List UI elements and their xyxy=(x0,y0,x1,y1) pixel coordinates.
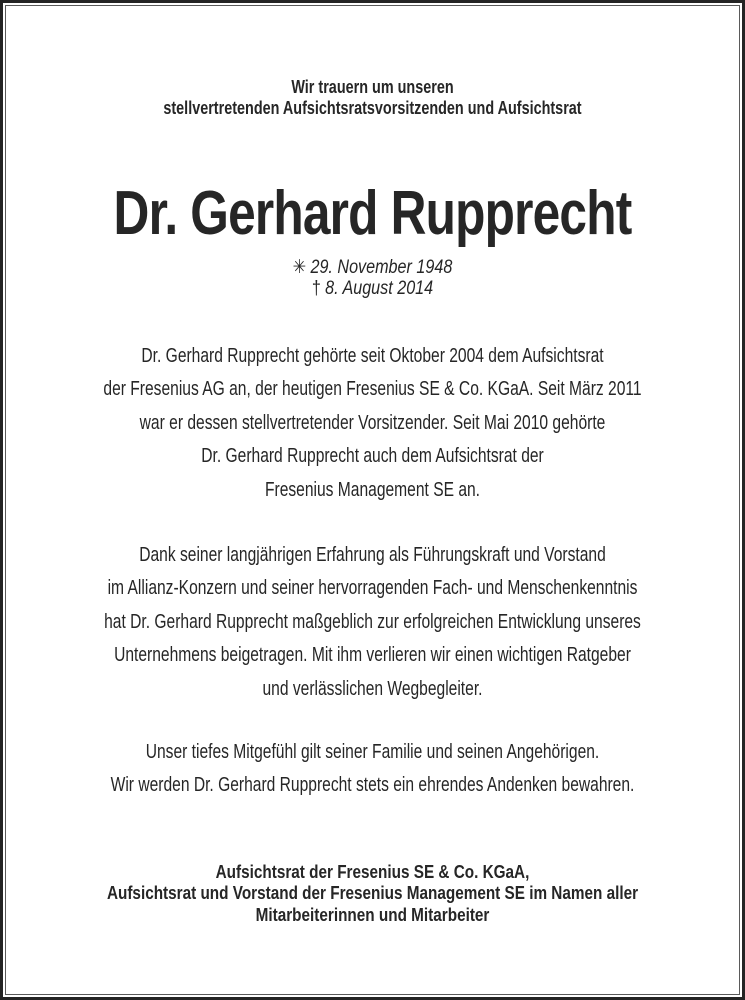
intro-line-2: stellvertretenden Aufsichtsratsvorsitzenden und Aufsichtsrat xyxy=(163,98,582,118)
notice-inner-frame xyxy=(5,5,740,995)
paragraph-line: Dr. Gerhard Rupprecht gehörte seit Oktober 2004 dem Aufsichtsrat xyxy=(141,345,604,367)
signature-line-2: Aufsichtsrat und Vorstand der Fresenius Management SE im Namen aller xyxy=(106,883,639,904)
paragraph-line: Wir werden Dr. Gerhard Rupprecht stets ein ehrendes Andenken bewahren. xyxy=(110,774,635,797)
paragraph-line: Unser tiefes Mitgefühl gilt seiner Familie und seinen Angehörigen. xyxy=(145,741,600,764)
paragraph-line: Dank seiner langjährigen Erfahrung als Führungskraft und Vorstand xyxy=(139,544,606,567)
obituary-paragraph-condolence xyxy=(87,736,659,803)
paragraph-line: Fresenius Management SE an. xyxy=(264,478,481,501)
signature-block xyxy=(61,862,684,927)
birth-date-line xyxy=(61,258,684,279)
signature-line-3: Mitarbeiterinnen und Mitarbeiter xyxy=(255,904,490,925)
mourning-intro xyxy=(79,77,665,119)
signature-line-1: Aufsichtsrat der Fresenius SE & Co. KGaA, xyxy=(215,861,530,882)
paragraph-line: Dr. Gerhard Rupprecht auch dem Aufsichtsrat der xyxy=(201,445,544,468)
death-cross-icon: † xyxy=(311,277,321,299)
obituary-paragraph-career xyxy=(87,340,659,507)
life-dates xyxy=(61,258,684,299)
paragraph-line: im Allianz-Konzern und seiner hervorragenden Fach- und Menschenkenntnis xyxy=(107,577,638,600)
deceased-name: Dr. Gerhard Rupprecht xyxy=(113,179,632,248)
paragraph-line: der Fresenius AG an, der heutigen Fresenius SE & Co. KGaA. Seit März 2011 xyxy=(103,378,642,401)
paragraph-line: war er dessen stellvertretender Vorsitzender. Seit Mai 2010 gehörte xyxy=(139,411,606,434)
death-date-line xyxy=(61,279,684,300)
birth-star-icon: ✳ xyxy=(292,257,307,278)
paragraph-line: Unternehmens beigetragen. Mit ihm verlieren wir einen wichtigen Ratgeber xyxy=(114,644,631,667)
death-date: 8. August 2014 xyxy=(325,277,434,299)
intro-line-1: Wir trauern um unseren xyxy=(291,77,454,97)
obituary-paragraph-tribute xyxy=(87,539,659,706)
birth-date: 29. November 1948 xyxy=(310,257,453,278)
paragraph-line: hat Dr. Gerhard Rupprecht maßgeblich zur erfolgreichen Entwicklung unseres xyxy=(104,610,641,633)
paragraph-line: und verlässlichen Wegbegleiter. xyxy=(262,677,483,700)
